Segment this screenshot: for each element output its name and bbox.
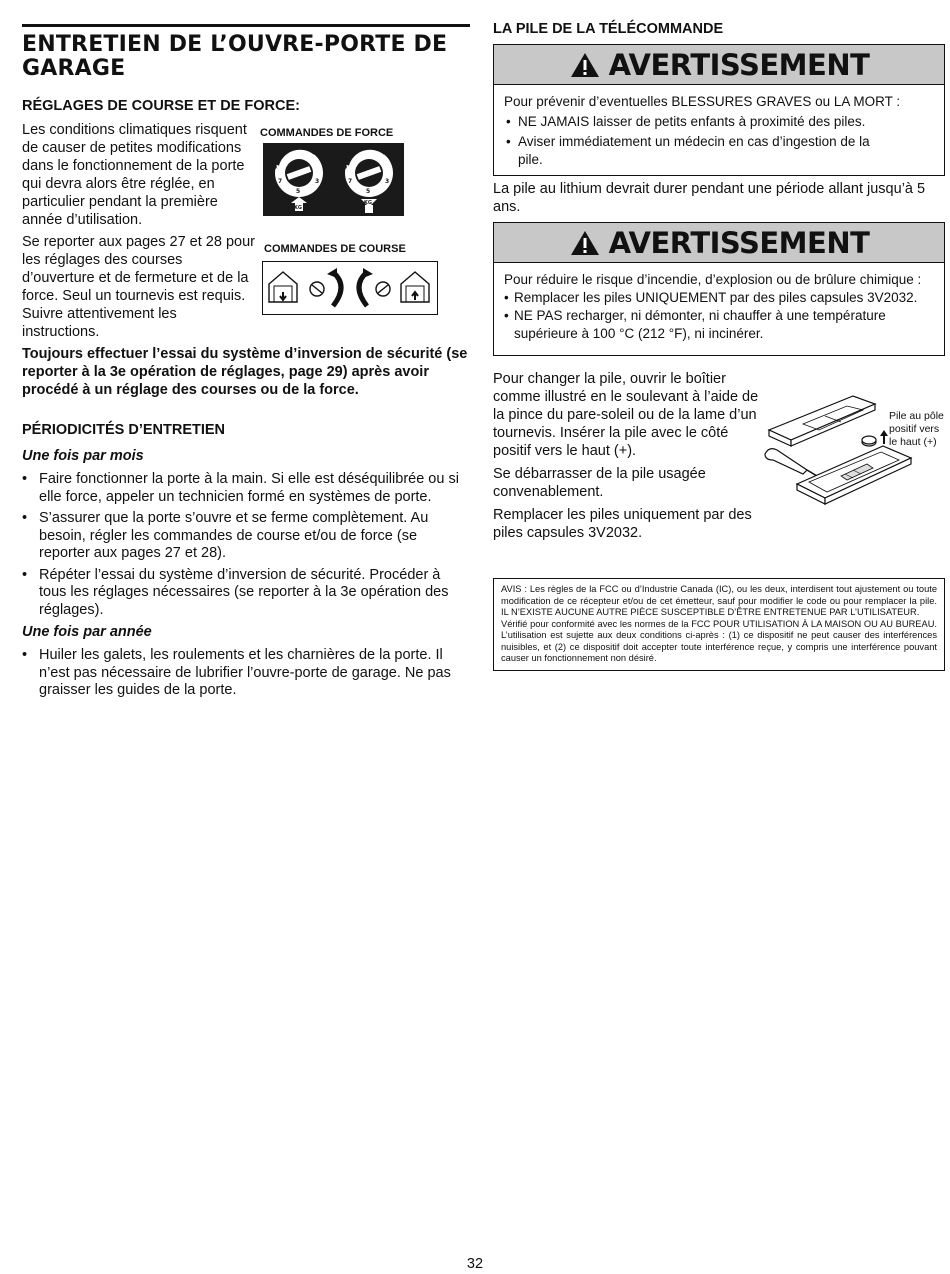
fcc-notice-box [493, 578, 945, 671]
screw-right-icon [376, 282, 390, 296]
section-heading-maintenance: PÉRIODICITÉS D’ENTRETIEN [22, 422, 226, 438]
svg-text:5: 5 [366, 188, 371, 195]
change-instructions: Pour changer la pile, ouvrir le boîtier comme illustré en le soulevant à l’aide de la pince du pare-soleil ou de la lame d’un tournevis. Insérer la pile avec le côté positif vers le haut (+). [493, 371, 759, 459]
up-arrow-icon [880, 430, 888, 444]
warning-header [494, 223, 944, 263]
warning-item: • NE JAMAIS laisser de petits enfants à proximité des piles. [504, 113, 934, 131]
door-close-icon [269, 272, 297, 302]
course-controls-label: COMMANDES DE COURSE [264, 243, 406, 255]
svg-text:9: 9 [343, 164, 348, 171]
warning-triangle-icon [569, 229, 601, 257]
adjustments-text [22, 121, 258, 341]
warning-header [494, 45, 944, 85]
warning-body [494, 263, 944, 355]
force-dial-left [273, 148, 323, 211]
paragraph-see-pages: Se reporter aux pages 27 et 28 pour les réglages des courses d’ouverture et de fermeture et de la force. Seul un tournevis est requis. Suivre attentivement les instructions. [22, 234, 255, 340]
warning-intro: Pour prévenir d’eventuelles BLESSURES GRAVES ou LA MORT : [504, 94, 901, 109]
warning-box-fire [493, 222, 945, 356]
svg-text:7: 7 [278, 178, 283, 185]
remote-cover-image [769, 396, 875, 446]
page-number: 32 [466, 1256, 484, 1272]
paragraph-climate: Les conditions climatiques risquent de causer de petites modifications dans le fonctionnement de la porte qui devra alors être réglée, en particulier pendant la première année d’utilisation. [22, 122, 247, 228]
monthly-list [22, 471, 470, 619]
left-column [22, 24, 470, 704]
battery-figure-caption: Pile au pôle positif vers le haut (+) [889, 410, 944, 448]
svg-text:KG: KG [364, 200, 372, 206]
yearly-heading: Une fois par année [22, 624, 152, 640]
list-item: • Répéter l’essai du système d’inversion de sécurité. Procéder à tous les réglages nécessaires (se reporter à la 3e opération des réglages). [22, 567, 470, 620]
battery-change-text [493, 370, 763, 542]
screw-left-icon [310, 282, 324, 296]
remote-battery-heading: LA PILE DE LA TÉLÉCOMMANDE [493, 21, 724, 37]
dispose-instructions: Se débarrasser de la pile usagée convenablement. [493, 466, 706, 500]
adjustments-block [22, 121, 470, 341]
battery-life-text: La pile au lithium devrait durer pendant une période allant jusqu’à 5 ans. [493, 181, 926, 215]
battery-coin-image [862, 436, 876, 446]
warning-label: AVERTISSEMENT [608, 225, 870, 260]
screwdriver-image [765, 449, 817, 476]
page-title: ENTRETIEN DE L’OUVRE-PORTE DE GARAGE [22, 32, 448, 81]
warning-box-injury [493, 44, 945, 176]
force-dial-right [343, 148, 393, 213]
door-open-icon [401, 272, 429, 302]
monthly-heading: Une fois par mois [22, 448, 144, 464]
warning-triangle-icon [569, 51, 601, 79]
list-item: • Faire fonctionner la porte à la main. Si elle est déséquilibrée ou si elle force, appeler un technicien formé en systèmes de porte. [22, 471, 470, 506]
force-dials-illustration [263, 143, 404, 216]
warning-intro: Pour réduire le risque d’incendie, d’explosion ou de brûlure chimique : [504, 272, 922, 287]
svg-text:7: 7 [348, 178, 353, 185]
arrow-rotate-right-icon [359, 268, 373, 306]
svg-text:3: 3 [315, 178, 320, 185]
list-item: • S’assurer que la porte s’ouvre et se ferme complètement. Au besoin, régler les commandes de course et/ou de force (se reporter aux pages 27 et 28). [22, 510, 470, 563]
force-controls-label: COMMANDES DE FORCE [260, 127, 394, 139]
arrow-rotate-left-icon [327, 268, 341, 306]
top-rule [22, 24, 470, 27]
svg-text:9: 9 [273, 164, 278, 171]
yearly-list [22, 647, 470, 700]
svg-text:3: 3 [385, 178, 390, 185]
fcc-compliance-text: Vérifié pour conformité avec les normes de la FCC POUR UTILISATION À LA MAISON OU AU BUREAU. L’utilisation est sujette aux deux conditions ci-après : (1) ce dispositif ne peut causer des interférences nuisibles, et (2) ce dispositif doit accepter toute interférence reçue, y compris une interférence pouvant causer un fonctionnement non désiré. [501, 618, 937, 663]
replace-instructions: Remplacer les piles uniquement par des piles capsules 3V2032. [493, 507, 752, 541]
warning-item: • Aviser immédiatement un médecin en cas d’ingestion de la pile. [504, 133, 874, 169]
warning-body [494, 85, 944, 175]
force-controls-figure [263, 143, 404, 216]
warning-item: • NE PAS recharger, ni démonter, ni chauffer à une température supérieure à 100 °C (212 °F), ni incinérer. [504, 307, 934, 343]
warning-label: AVERTISSEMENT [608, 47, 870, 82]
safety-reverse-reminder: Toujours effectuer l’essai du système d’inversion de sécurité (se reporter à la 3e opération de réglages, page 29) après avoir procédé à un réglage des courses ou de la force. [22, 346, 468, 398]
course-controls-illustration [263, 262, 436, 313]
warning-item: • Remplacer les piles UNIQUEMENT par des piles capsules 3V2032. [504, 289, 934, 307]
list-item: • Huiler les galets, les roulements et les charnières de la porte. Il n’est pas nécessaire de lubrifier l’ouvre-porte de garage. Ne pas graisser les guides de la porte. [22, 647, 470, 700]
course-controls-figure [262, 261, 438, 315]
battery-change-block [493, 370, 945, 542]
svg-text:KG: KG [294, 205, 302, 211]
fcc-notice-text: AVIS : Les règles de la FCC ou d’Industrie Canada (IC), ou les deux, interdisent tout ajustement ou toute modification de ce récepteur et/ou de cet émetteur, sauf pour modifier le code ou pour remplacer la pile. IL N’EXISTE AUCUNE AUTRE PIÈCE SUSCEPTIBLE D’ÊTRE ENTRETENUE PAR L’UTILISATEUR. [501, 584, 937, 617]
svg-text:5: 5 [296, 188, 301, 195]
right-column [493, 20, 945, 671]
section-heading-adjustments: RÉGLAGES DE COURSE ET DE FORCE: [22, 98, 300, 114]
